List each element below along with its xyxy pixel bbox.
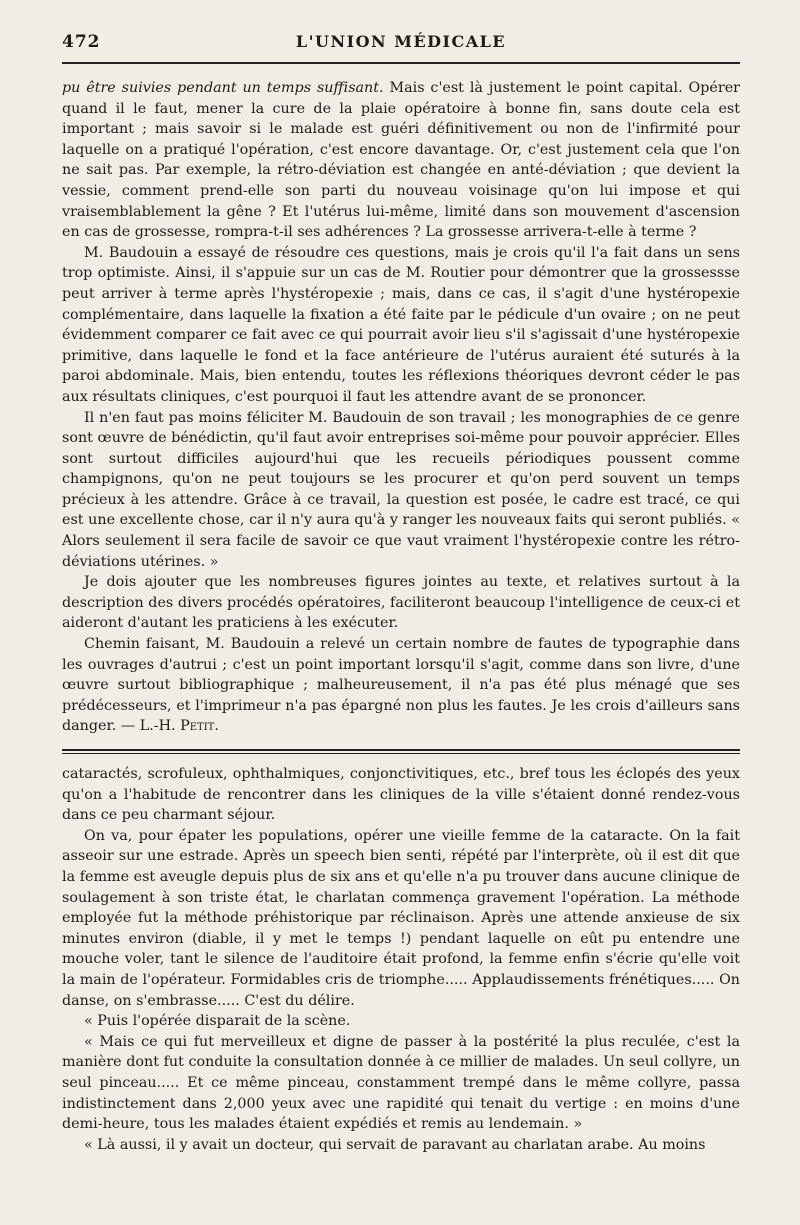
review-paragraph-2: M. Baudouin a essayé de résoudre ces questions, mais je crois qu'il l'a fait dans un sens trop optimiste. Ainsi, il s'appuie sur un cas de M. Routier pour démontrer que la grossessse peut arriver à terme après l'hystéropexie ; mais, dans ce cas, il s'agit d'une hystéropexie complémentaire, dans laquelle la fixation a été faite par le pédicule d'un ovaire ; on ne peut évidemment comparer ce fait avec ce qui pourrait avoir lieu s'il s'agissait d'une hystéropexie primitive, dans laquelle le fond et la face antérieure de l'utérus auraient été suturés à la paroi abdominale. Mais, bien entendu, toutes les réflexions théoriques devront céder le pas aux résultats cliniques, c'est pourquoi il faut les attendre avant de se prononcer.	[62, 244, 740, 405]
header-rule	[62, 62, 740, 64]
running-title: L'UNION MÉDICALE	[295, 32, 507, 51]
review-paragraph-1-text: Mais c'est là justement le point capital. Opérer quand il le faut, mener la cure de la plaie opératoire à bonne fin, sans doute cela est important ; mais savoir si le malade est guéri définitivement ou non de l'infirmité pour laquelle on a pratiqué l'opération, c'est encore davantage. Or, c'est justement cela que l'on ne sait pas. Par exemple, la rétro-déviation est changée en anté-déviation ; que devient la vessie, comment prend-elle son parti du nouveau voisinage qu'on lui impose et qui vraisemblablement la gêne ? Et l'utérus lui-même, limité dans son mouvement d'ascension en cas de grossesse, rompra-t-il ses adhérences ? La grossesse arrivera-t-elle à terme ?	[62, 80, 740, 241]
book-review-section	[62, 78, 740, 737]
section-divider	[62, 749, 740, 754]
page-number: 472	[62, 32, 101, 52]
page	[62, 28, 740, 1155]
author-signature: L.-H. Petit.	[139, 718, 219, 735]
italic-phrase: pu être suivies pendant un temps suffisant.	[62, 80, 384, 96]
feuilleton-paragraph-4: « Mais ce qui fut merveilleux et digne de passer à la postérité la plus reculée, c'est la manière dont fut conduite la consultation donnée à ce millier de malades. Un seul collyre, un seul pinceau..... Et ce même pinceau, constamment trempé dans le même collyre, passa indistinctement dans 2,000 yeux avec une rapidité qui tenait du vertige : en moins d'une demi-heure, tous les malades étaient expédiés et remis au lendemain. »	[62, 1033, 740, 1133]
review-paragraph-4: Je dois ajouter que les nombreuses figures jointes au texte, et relatives surtout à la description des divers procédés opératoires, faciliteront beaucoup l'intelligence de ceux-ci et aideront d'autant les praticiens à les exécuter.	[62, 574, 740, 632]
feuilleton-paragraph-5: « Là aussi, il y avait un docteur, qui servait de paravant au charlatan arabe. Au moins	[84, 1136, 706, 1153]
review-paragraph-5	[62, 634, 740, 737]
page-header	[62, 28, 740, 58]
review-paragraph-5-text: Chemin faisant, M. Baudouin a relevé un certain nombre de fautes de typographie dans les ouvrages d'autrui ; c'est un point important lorsqu'il s'agit, comme dans son livre, d'une œuvre surtout bibliographique ; malheureusement, il n'a pas été plus ménagé que ses prédécesseurs, et l'imprimeur n'a pas épargné non plus les fautes. Je les crois d'ailleurs sans danger. —	[62, 636, 740, 735]
review-paragraph-1	[62, 78, 740, 243]
feuilleton-paragraph-3: « Puis l'opérée disparait de la scène.	[84, 1013, 351, 1030]
feuilleton-paragraph-2: On va, pour épater les populations, opérer une vieille femme de la cataracte. On la fait asseoir sur une estrade. Après un speech bien senti, répété par l'interprète, où il est dit que la femme est aveugle depuis plus de six ans et qu'elle n'a pu trouver dans aucune clinique de soulagement à son triste état, le charlatan commença gravement l'opération. La méthode employée fut la méthode préhistorique par réclinaison. Après une attende anxieuse de six minutes environ (diable, il y met le temps !) pendant laquelle on eût pu entendre une mouche voler, tant le silence de l'auditoire était profond, la femme enfin s'écrie qu'elle voit la main de l'opérateur. Formidables cris de triomphe..... Applaudissements frénétiques..... On danse, on s'embrasse..... C'est du délire.	[62, 827, 740, 1009]
feuilleton-section	[62, 764, 740, 1155]
feuilleton-paragraph-1: cataractés, scrofuleux, ophthalmiques, conjonctivitiques, etc., bref tous les éclopés des yeux qu'on a l'habitude de rencontrer dans les cliniques de la ville s'étaient donné rendez-vous dans ce peu charmant séjour.	[62, 766, 740, 824]
review-paragraph-3: Il n'en faut pas moins féliciter M. Baudouin de son travail ; les monographies de ce genre sont œuvre de bénédictin, qu'il faut avoir entreprises soi-même pour pouvoir apprécier. Elles sont surtout difficiles aujourd'hui que les recueils périodiques poussent comme champignons, qu'on ne peut toujours se les procurer et qu'on perd souvent un temps précieux à les attendre. Grâce à ce travail, la question est posée, le cadre est tracé, ce qui est une excellente chose, car il n'y aura qu'à y ranger les nouveaux faits qui seront publiés. « Alors seulement il sera facile de savoir ce que vaut vraiment l'hystéropexie contre les rétro-déviations utérines. »	[62, 409, 740, 570]
